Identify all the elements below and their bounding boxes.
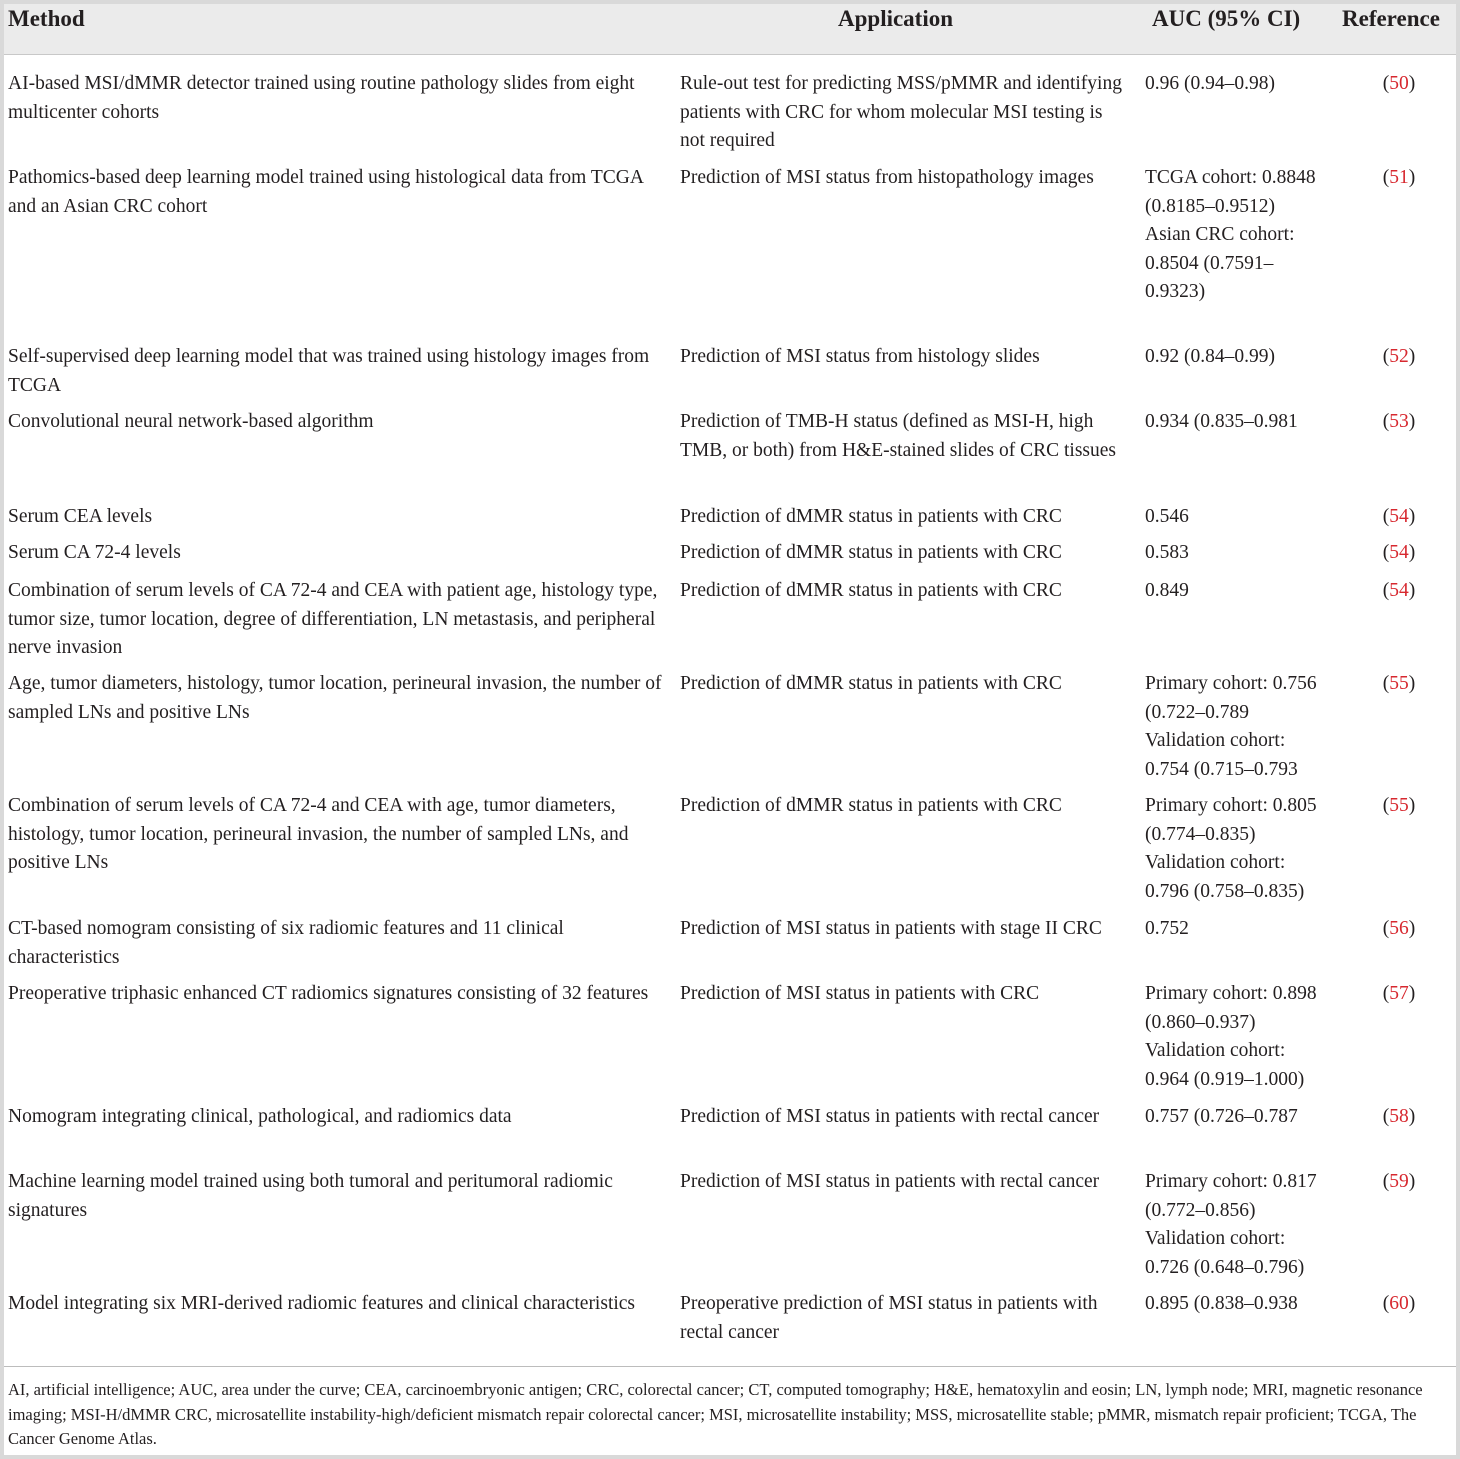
- auc-cell: 0.757 (0.726–0.787: [1145, 1106, 1298, 1127]
- application-cell: Prediction of MSI status from histopathology images: [680, 167, 1094, 188]
- method-cell: Preoperative triphasic enhanced CT radiomics signatures consisting of 32 features: [8, 983, 649, 1004]
- application-cell: Prediction of dMMR status in patients with CRC: [680, 506, 1062, 527]
- reference-cell[interactable]: (53): [1382, 411, 1416, 432]
- method-cell: Self-supervised deep learning model that was trained using histology images from TCGA: [8, 346, 650, 396]
- application-cell: Prediction of TMB-H status (defined as MSI-H, high TMB, or both) from H&E-stained slides of CRC tissues: [680, 411, 1117, 461]
- reference-cell[interactable]: (55): [1382, 673, 1416, 694]
- auc-cell: 0.752: [1145, 918, 1189, 939]
- method-cell: Serum CA 72-4 levels: [8, 542, 181, 563]
- reference-cell[interactable]: (50): [1382, 73, 1416, 94]
- auc-cell: 0.96 (0.94–0.98): [1145, 73, 1275, 94]
- reference-cell[interactable]: (54): [1382, 506, 1416, 527]
- table-footnote: AI, artificial intelligence; AUC, area under the curve; CEA, carcinoembryonic antigen; CRC, colorectal cancer; CT, computed tomography; H&E, hematoxylin and eosin; LN, lymph node; MRI, magnetic resonance imaging; MSI-H/dMMR CRC, microsatellite instability-high/deficient mismatch repair colorectal cancer; MSI, microsatellite instability; MSS, microsatellite stable; pMMR, mismatch repair proficient; TCGA, The Cancer Genome Atlas.: [8, 1380, 1423, 1448]
- reference-link[interactable]: 55: [1389, 673, 1409, 694]
- reference-cell[interactable]: (52): [1382, 346, 1416, 367]
- header-reference: Reference: [1342, 6, 1440, 31]
- reference-link[interactable]: 55: [1389, 795, 1409, 816]
- method-cell: Pathomics-based deep learning model trained using histological data from TCGA and an Asian CRC cohort: [8, 167, 643, 217]
- application-cell: Prediction of MSI status from histology slides: [680, 346, 1040, 367]
- method-cell: Serum CEA levels: [8, 506, 153, 527]
- footnote-divider: [4, 1366, 1456, 1367]
- auc-cell: Primary cohort: 0.817 (0.772–0.856) Validation cohort: 0.726 (0.648–0.796): [1145, 1171, 1317, 1278]
- application-cell: Prediction of dMMR status in patients with CRC: [680, 673, 1062, 694]
- reference-link[interactable]: 56: [1389, 918, 1409, 939]
- auc-cell: 0.895 (0.838–0.938: [1145, 1293, 1298, 1314]
- reference-cell[interactable]: (51): [1382, 167, 1416, 188]
- application-cell: Prediction of dMMR status in patients with CRC: [680, 795, 1062, 816]
- reference-cell[interactable]: (57): [1382, 983, 1416, 1004]
- method-cell: Model integrating six MRI-derived radiomic features and clinical characteristics: [8, 1293, 636, 1314]
- application-cell: Prediction of dMMR status in patients with CRC: [680, 542, 1062, 563]
- method-cell: Machine learning model trained using both tumoral and peritumoral radiomic signatures: [8, 1171, 613, 1221]
- application-cell: Prediction of MSI status in patients with rectal cancer: [680, 1171, 1100, 1192]
- auc-cell: 0.546: [1145, 506, 1189, 527]
- reference-link[interactable]: 50: [1389, 73, 1409, 94]
- reference-link[interactable]: 59: [1389, 1171, 1409, 1192]
- method-cell: AI-based MSI/dMMR detector trained using routine pathology slides from eight multicenter cohorts: [8, 73, 635, 123]
- header-auc: AUC (95% CI): [1152, 6, 1301, 31]
- application-cell: Prediction of MSI status in patients with CRC: [680, 983, 1040, 1004]
- reference-cell[interactable]: (58): [1382, 1106, 1416, 1127]
- reference-cell[interactable]: (60): [1382, 1293, 1416, 1314]
- auc-cell: 0.849: [1145, 580, 1189, 601]
- application-cell: Prediction of MSI status in patients with stage II CRC: [680, 918, 1102, 939]
- header-application: Application: [838, 6, 954, 31]
- reference-link[interactable]: 52: [1389, 346, 1409, 367]
- reference-cell[interactable]: (59): [1382, 1171, 1416, 1192]
- table-header: [4, 4, 1456, 55]
- auc-cell: TCGA cohort: 0.8848 (0.8185–0.9512) Asian CRC cohort: 0.8504 (0.7591–0.9323): [1145, 167, 1316, 302]
- application-cell: Preoperative prediction of MSI status in patients with rectal cancer: [680, 1293, 1098, 1343]
- auc-cell: Primary cohort: 0.756 (0.722–0.789 Validation cohort: 0.754 (0.715–0.793: [1145, 673, 1317, 780]
- reference-link[interactable]: 60: [1389, 1293, 1409, 1314]
- reference-link[interactable]: 54: [1389, 542, 1409, 563]
- auc-cell: 0.583: [1145, 542, 1189, 563]
- reference-link[interactable]: 58: [1389, 1106, 1409, 1127]
- application-cell: Prediction of MSI status in patients with rectal cancer: [680, 1106, 1100, 1127]
- reference-cell[interactable]: (55): [1382, 795, 1416, 816]
- reference-link[interactable]: 51: [1389, 167, 1409, 188]
- header-method: Method: [8, 6, 85, 31]
- reference-link[interactable]: 54: [1389, 580, 1409, 601]
- auc-cell: 0.934 (0.835–0.981: [1145, 411, 1298, 432]
- auc-cell: 0.92 (0.84–0.99): [1145, 346, 1275, 367]
- auc-cell: Primary cohort: 0.805 (0.774–0.835) Validation cohort: 0.796 (0.758–0.835): [1145, 795, 1317, 902]
- reference-link[interactable]: 54: [1389, 506, 1409, 527]
- reference-cell[interactable]: (56): [1382, 918, 1416, 939]
- table-frame: [4, 4, 1456, 1455]
- method-cell: Combination of serum levels of CA 72-4 and CEA with patient age, histology type, tumor size, tumor location, degree of differentiation, LN metastasis, and peripheral nerve invasion: [8, 580, 658, 658]
- method-cell: Convolutional neural network-based algorithm: [8, 411, 374, 432]
- reference-cell[interactable]: (54): [1382, 542, 1416, 563]
- method-cell: Nomogram integrating clinical, pathological, and radiomics data: [8, 1106, 512, 1127]
- auc-cell: Primary cohort: 0.898 (0.860–0.937) Validation cohort: 0.964 (0.919–1.000): [1145, 983, 1317, 1090]
- reference-cell[interactable]: (54): [1382, 580, 1416, 601]
- method-cell: Age, tumor diameters, histology, tumor location, perineural invasion, the number of sampled LNs and positive LNs: [8, 673, 662, 723]
- reference-link[interactable]: 57: [1389, 983, 1409, 1004]
- method-cell: Combination of serum levels of CA 72-4 and CEA with age, tumor diameters, histology, tumor location, perineural invasion, the number of sampled LNs, and positive LNs: [8, 795, 629, 873]
- application-cell: Prediction of dMMR status in patients with CRC: [680, 580, 1062, 601]
- application-cell: Rule-out test for predicting MSS/pMMR and identifying patients with CRC for whom molecular MSI testing is not required: [680, 73, 1122, 151]
- method-cell: CT-based nomogram consisting of six radiomic features and 11 clinical characteristics: [8, 918, 564, 968]
- reference-link[interactable]: 53: [1389, 411, 1409, 432]
